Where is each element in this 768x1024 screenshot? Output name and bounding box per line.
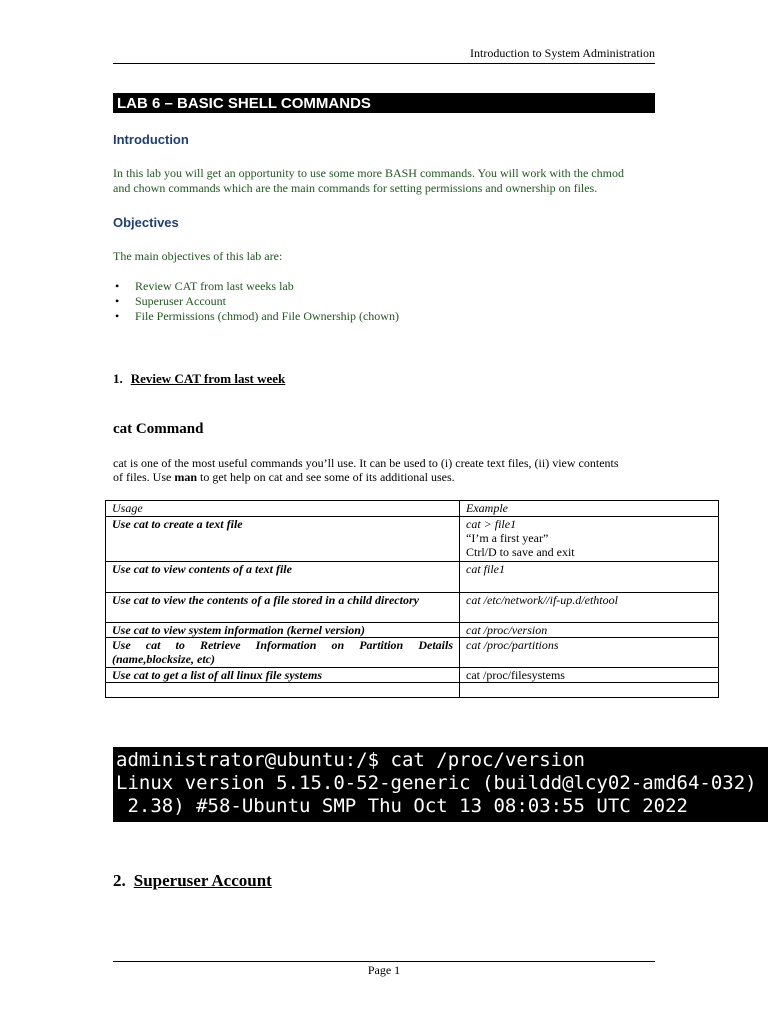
- usage-cell: Use cat to get a list of all linux file systems: [106, 668, 460, 683]
- introduction-heading: Introduction: [113, 132, 189, 147]
- cat-para-line-2: [113, 470, 658, 484]
- lab-title: LAB 6 – BASIC SHELL COMMANDS: [113, 93, 655, 113]
- objectives-heading: Objectives: [113, 215, 179, 230]
- terminal-line: 2.38) #58-Ubuntu SMP Thu Oct 13 08:03:55 UTC 2022: [116, 795, 688, 817]
- table-row: [106, 517, 719, 562]
- example-cell: cat /proc/partitions: [460, 638, 719, 668]
- header-rule: [113, 63, 655, 64]
- table-row: [106, 562, 719, 593]
- example-line: Ctrl/D to save and exit: [466, 545, 575, 559]
- introduction-line-1: In this lab you will get an opportunity to use some more BASH commands. You will work with the chmod: [113, 166, 624, 180]
- objectives-intro: The main objectives of this lab are:: [113, 249, 283, 263]
- example-cell: cat /proc/version: [460, 623, 719, 638]
- usage-cell: [106, 638, 460, 668]
- usage-header: Usage: [106, 501, 460, 517]
- cat-usage-table: [105, 500, 719, 698]
- example-line: “I’m a first year”: [466, 531, 549, 545]
- table-row: [106, 668, 719, 683]
- section-1-number: 1.: [113, 371, 123, 386]
- section-2-number: 2.: [113, 871, 126, 890]
- objectives-list: [113, 279, 399, 324]
- terminal-screenshot: [113, 747, 768, 822]
- example-header: Example: [460, 501, 719, 517]
- table-row: [106, 638, 719, 668]
- table-row: [106, 623, 719, 638]
- usage-cell: Use cat to view system information (kernel version): [106, 623, 460, 638]
- cat-command-heading: cat Command: [113, 421, 204, 437]
- example-line: cat > file1: [466, 517, 517, 531]
- page-number: Page 1: [367, 963, 401, 977]
- table-row-empty: [106, 683, 719, 698]
- footer-rule: [113, 961, 655, 962]
- usage-cell: Use cat to view contents of a text file: [106, 562, 460, 593]
- section-1-title: Review CAT from last week: [130, 371, 286, 386]
- objective-item: • File Permissions (chmod) and File Ownership (chown): [113, 309, 399, 324]
- section-2-title: Superuser Account: [133, 871, 272, 890]
- introduction-line-2: and chown commands which are the main commands for setting permissions and ownership on files.: [113, 181, 598, 195]
- example-cell: cat file1: [460, 562, 719, 593]
- cat-paragraph: [113, 456, 658, 484]
- example-cell: [460, 517, 719, 562]
- usage-line: (name,blocksize, etc): [112, 652, 215, 666]
- section-2-heading: [113, 871, 272, 891]
- running-header: Introduction to System Administration: [470, 46, 655, 60]
- terminal-line: administrator@ubuntu:/$ cat /proc/version: [116, 749, 585, 771]
- table-row: [106, 593, 719, 623]
- usage-line: Use cat to Retrieve Information on Partition Details: [112, 638, 453, 652]
- terminal-line: Linux version 5.15.0-52-generic (buildd@lcy02-amd64-032): [116, 772, 757, 794]
- section-1-heading: [113, 371, 285, 387]
- introduction-paragraph: [113, 166, 658, 196]
- usage-cell: Use cat to create a text file: [106, 517, 460, 562]
- man-keyword: man: [174, 470, 197, 484]
- example-cell: cat /proc/filesystems: [460, 668, 719, 683]
- cat-para-text: of files. Use: [113, 470, 175, 484]
- cat-para-line-1: cat is one of the most useful commands you’ll use. It can be used to (i) create text files, (ii) view contents: [113, 456, 619, 470]
- objective-item: • Superuser Account: [113, 294, 399, 309]
- table-header-row: [106, 501, 719, 517]
- cat-para-text: to get help on cat and see some of its additional uses.: [197, 470, 455, 484]
- example-cell: [460, 683, 719, 698]
- example-cell: cat /etc/network//if-up.d/ethtool: [460, 593, 719, 623]
- objective-item: • Review CAT from last weeks lab: [113, 279, 399, 294]
- usage-cell: [106, 683, 460, 698]
- usage-cell: Use cat to view the contents of a file stored in a child directory: [106, 593, 460, 623]
